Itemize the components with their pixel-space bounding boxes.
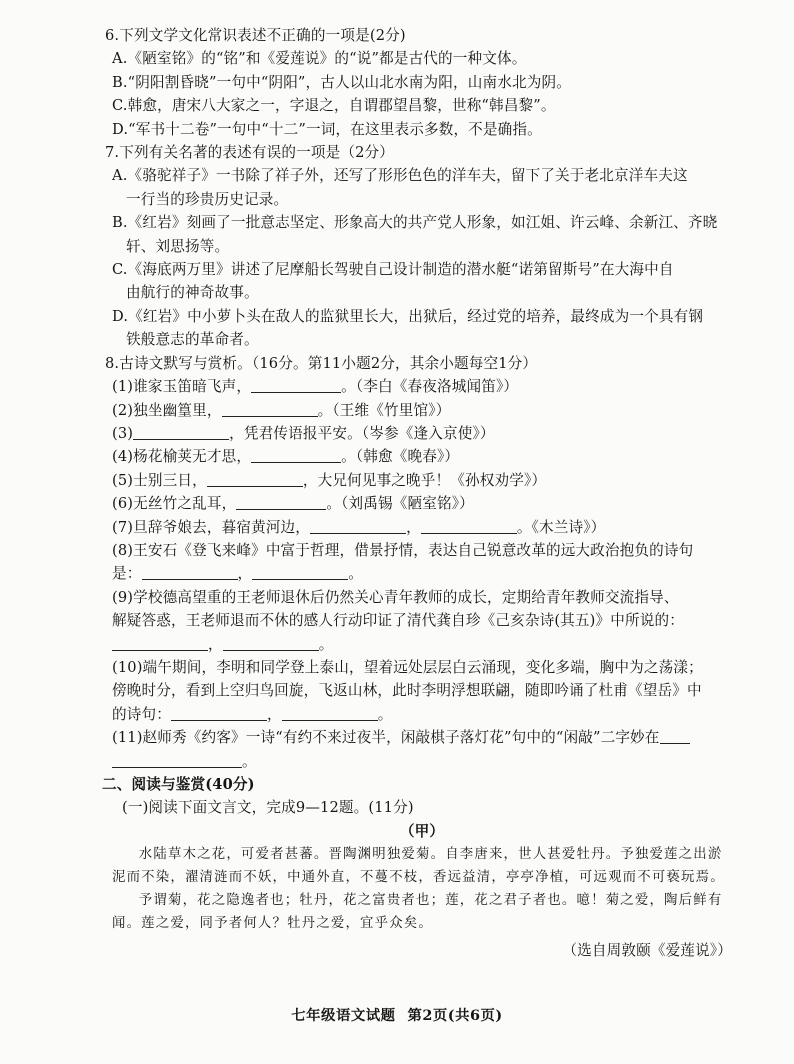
period: 。	[348, 565, 363, 583]
q8-item-2	[112, 399, 732, 422]
q8-item-3	[112, 422, 732, 445]
q8-item-6-source: 。（刘禹锡《陋室铭》）	[326, 495, 474, 513]
answer-blank[interactable]	[660, 728, 690, 744]
q8-item-6-text: (6)无丝竹之乱耳，	[112, 495, 237, 513]
comma: ，	[406, 518, 421, 536]
q6-option-a: A.《陋室铭》的“铭”和《爱莲说》的“说”都是古代的一种文体。	[112, 50, 527, 68]
q6-option-d: D.“军书十二卷”一句中“十二”一词，在这里表示多数，不是确指。	[112, 120, 542, 138]
q8-item-2-text: (2)独坐幽篁里，	[112, 401, 222, 419]
q8-item-3-text: ，凭君传语报平安。（岑参《逢入京使》）	[229, 424, 495, 442]
section-2-title: 二、阅读与鉴赏(40分)	[102, 776, 255, 793]
q8-item-1	[112, 375, 732, 398]
q8-item-7-source: 。《木兰诗》）	[516, 518, 606, 536]
answer-blank[interactable]	[171, 705, 267, 721]
q8-item-1-text: (1)谁家玉笛暗飞声，	[112, 378, 252, 396]
q8-item-10-lead: 的诗句：	[112, 705, 171, 723]
q8-item-8-line1: (8)王安石《登飞来峰》中富于哲理，借景抒情，表达自己锐意改革的远大政治抱负的诗句	[112, 541, 694, 559]
answer-blank[interactable]	[282, 705, 378, 721]
question-7-title: 7.下列有关名著的表述有误的一项是（2分）	[105, 144, 395, 162]
q7-option-a-line1: A.《骆驼祥子》一书除了祥子外，还写了形形色色的洋车夫，留下了关于老北京洋车夫这	[112, 167, 688, 185]
q8-item-1-source: 。（李白《春夜洛城闻笛》）	[341, 378, 519, 396]
q8-item-5	[112, 469, 732, 492]
period: 。	[318, 635, 334, 653]
q7-option-b-line1: B.《红岩》刻画了一批意志坚定、形象高大的共产党人形象，如江姐、许云峰、余新江、齐晓	[112, 214, 718, 232]
page-content	[102, 24, 732, 963]
answer-blank[interactable]	[112, 752, 242, 768]
q8-item-11-line2	[112, 750, 732, 773]
q8-item-5-source: ，大兄何见事之晚乎！《孙权劝学》）	[302, 471, 547, 489]
answer-blank[interactable]	[133, 424, 229, 440]
page-footer	[0, 1004, 794, 1025]
section-2-subtitle: (一)阅读下面文言文，完成9—12题。(11分)	[122, 799, 414, 817]
q8-item-11-line1	[112, 726, 732, 749]
comma: ，	[266, 705, 282, 723]
passage-source: （选自周敦颐《爱莲说》）	[562, 942, 732, 960]
q8-item-3-number: (3)	[112, 424, 134, 442]
q8-item-4	[112, 445, 732, 468]
q8-item-10-line1: (10)端午期间，李明和同学登上泰山，望着远处层层白云涌现，变化多端，胸中为之荡漾；	[112, 658, 703, 676]
question-8-title: 8.古诗文默写与赏析。（16分。第11小题2分，其余小题每空1分）	[105, 354, 538, 372]
answer-blank[interactable]	[310, 518, 406, 534]
q8-item-7-text: (7)旦辞爷娘去，暮宿黄河边，	[112, 518, 311, 536]
q7-option-c-line1: C.《海底两万里》讲述了尼摩船长驾驶自己设计制造的潜水艇“诺第留斯号”在大海中自	[112, 261, 674, 279]
q8-item-5-text: (5)士别三日，	[112, 471, 207, 489]
passage-paragraph-2: 予谓菊，花之隐逸者也；牡丹，花之富贵者也；莲，花之君子者也。噫！菊之爱，陶后鲜有闻。莲之爱，同予者何人？牡丹之爱，宜乎众矣。	[112, 893, 723, 932]
passage-jia-heading: （甲）	[399, 822, 445, 840]
q6-option-c: C.韩愈，唐宋八大家之一，字退之，自谓郡望昌黎，世称“韩昌黎”。	[112, 97, 556, 115]
q8-item-10-line2: 傍晚时分，看到上空归鸟回旋，飞返山林，此时李明浮想联翩，随即吟诵了杜甫《望岳》中	[112, 682, 702, 700]
answer-blank[interactable]	[421, 518, 517, 534]
comma: ，	[208, 635, 223, 653]
q8-item-4-text: (4)杨花榆荚无才思，	[112, 448, 252, 466]
q7-option-d-line1: D.《红岩》中小萝卜头在敌人的监狱里长大，出狱后，经过党的培养，最终成为一个具有钢	[112, 307, 704, 325]
q8-item-9-line3	[112, 633, 732, 656]
exam-name: 七年级语文试题	[291, 1007, 396, 1024]
answer-blank[interactable]	[222, 401, 318, 417]
q8-item-4-source: 。（韩愈《晚春》）	[341, 448, 460, 466]
answer-blank[interactable]	[252, 564, 348, 580]
q8-item-2-source: 。（王维《竹里馆》）	[317, 401, 451, 419]
q8-item-10-line3	[112, 703, 732, 726]
q6-option-b: B.“阴阳割昏晓”一句中“阴阳”，古人以山北水南为阳，山南水北为阴。	[112, 73, 571, 91]
q7-option-c-line2: 由航行的神奇故事。	[126, 284, 259, 302]
answer-blank[interactable]	[223, 635, 319, 651]
q7-option-a-line2: 一行当的珍贵历史记录。	[126, 190, 289, 208]
answer-blank[interactable]	[251, 377, 341, 393]
period: 。	[242, 752, 257, 770]
q8-item-11-text: (11)赵师秀《约客》一诗“有约不来过夜半，闲敲棋子落灯花”句中的“闲敲”二字妙在	[112, 729, 660, 747]
q8-item-8-lead: 是：	[112, 565, 142, 583]
comma: ，	[237, 565, 253, 583]
q7-option-d-line2: 铁般意志的革命者。	[126, 331, 259, 349]
answer-blank[interactable]	[251, 447, 341, 463]
answer-blank[interactable]	[112, 635, 208, 651]
q8-item-9-line2: 解疑答惑，王老师退而不休的感人行动印证了清代龚自珍《己亥杂诗(其五)》中所说的：	[112, 612, 684, 630]
q8-item-9-line1: (9)学校德高望重的王老师退休后仍然关心青年教师的成长，定期给青年教师交流指导、	[112, 588, 679, 606]
passage-paragraph-1: 水陆草木之花，可爱者甚蕃。晋陶渊明独爱菊。自李唐来，世人甚爱牡丹。予独爱莲之出淤泥而不染，濯清涟而不妖，中通外直，不蔓不枝，香远益清，亭亭净植，可远观而不可亵玩焉。	[112, 847, 725, 886]
q8-item-8-line2	[112, 562, 732, 585]
answer-blank[interactable]	[236, 494, 326, 510]
period: 。	[377, 705, 393, 723]
q8-item-7	[112, 516, 732, 539]
question-6-title: 6.下列文学文化常识表述不正确的一项是(2分)	[105, 27, 406, 44]
q8-item-6	[112, 492, 732, 515]
page-number: 第2页(共6页)	[407, 1007, 503, 1024]
answer-blank[interactable]	[142, 564, 238, 580]
q7-option-b-line2: 轩、刘思扬等。	[126, 237, 230, 255]
answer-blank[interactable]	[207, 471, 303, 487]
